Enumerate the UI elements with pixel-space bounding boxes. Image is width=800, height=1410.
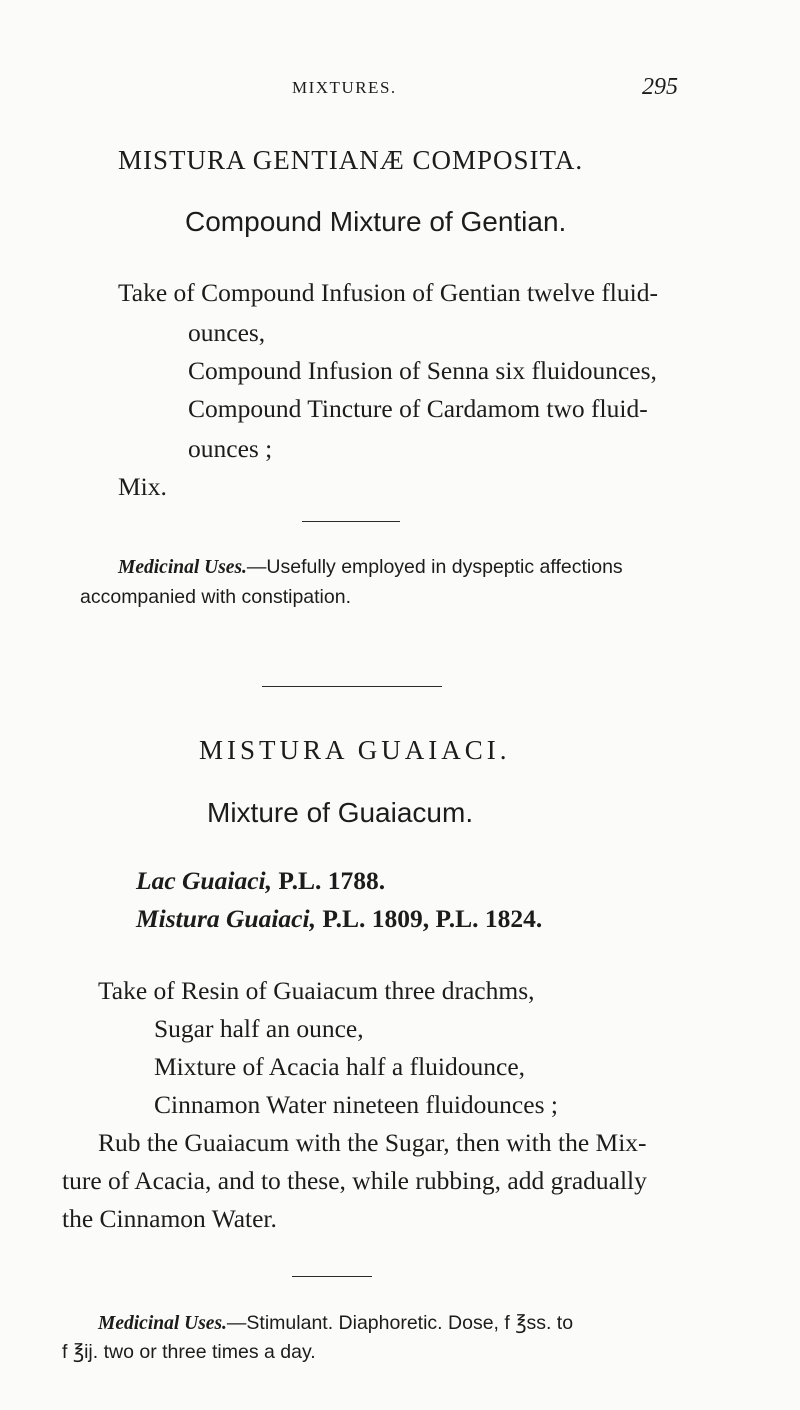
- section1-line-4: Compound Tincture of Cardamom two fluid-: [188, 394, 648, 423]
- section2-line-3: Mixture of Acacia half a fluidounce,: [154, 1052, 526, 1081]
- section1-uses-line-1: [118, 556, 623, 579]
- section1-subtitle: Compound Mixture of Gentian.: [185, 206, 567, 237]
- section2-line-1: Take of Resin of Guaiacum three drachms,: [98, 976, 535, 1005]
- section2-uses-text-2: f ℥ij. two or three times a day.: [62, 1341, 316, 1363]
- section2-synonym-1: [136, 866, 385, 896]
- section1-line-3: Compound Infusion of Senna six fluidounces,: [188, 356, 657, 385]
- section2-uses-text-1: —Stimulant. Diaphoretic. Dose, f ℥ss. to: [226, 1312, 574, 1334]
- section2-line-2: Sugar half an ounce,: [154, 1014, 364, 1043]
- section1-line-1: Take of Compound Infusion of Gentian twelve fluid-: [118, 278, 658, 307]
- section2-title: MISTURA GUAIACI.: [199, 735, 511, 765]
- divider-rule: [302, 521, 400, 522]
- section2-uses-line-1: [98, 1311, 573, 1335]
- section2-line-5: Rub the Guaiacum with the Sugar, then with the Mix-: [98, 1128, 647, 1157]
- section1-title: MISTURA GENTIANÆ COMPOSITA.: [118, 145, 584, 175]
- section2-synonym-2: [136, 904, 542, 934]
- section2-line-6: ture of Acacia, and to these, while rubbing, add gradually: [62, 1166, 647, 1195]
- running-head: MIXTURES.: [292, 78, 397, 97]
- section1-line-6: Mix.: [118, 472, 167, 501]
- synonym-name: Mistura Guaiaci,: [136, 904, 316, 933]
- section2-subtitle: Mixture of Guaiacum.: [207, 797, 474, 828]
- divider-rule: [292, 1276, 372, 1277]
- section1-line-2: ounces,: [188, 318, 266, 347]
- section2-line-7: the Cinnamon Water.: [62, 1204, 277, 1233]
- section2-uses-label: Medicinal Uses.: [98, 1313, 227, 1334]
- section1-uses-label: Medicinal Uses.: [118, 557, 247, 578]
- section1-uses-text-2: accompanied with constipation.: [80, 586, 351, 608]
- section1-uses-text-1: —Usefully employed in dyspeptic affections: [246, 556, 623, 578]
- page-number: 295: [642, 74, 678, 100]
- synonym-ref: P.L. 1809, P.L. 1824.: [322, 904, 543, 933]
- synonym-ref: P.L. 1788.: [278, 866, 386, 895]
- synonym-name: Lac Guaiaci,: [136, 866, 272, 895]
- section1-line-5: ounces ;: [188, 434, 273, 463]
- section2-line-4: Cinnamon Water nineteen fluidounces ;: [154, 1090, 558, 1119]
- section-divider-rule: [262, 686, 442, 687]
